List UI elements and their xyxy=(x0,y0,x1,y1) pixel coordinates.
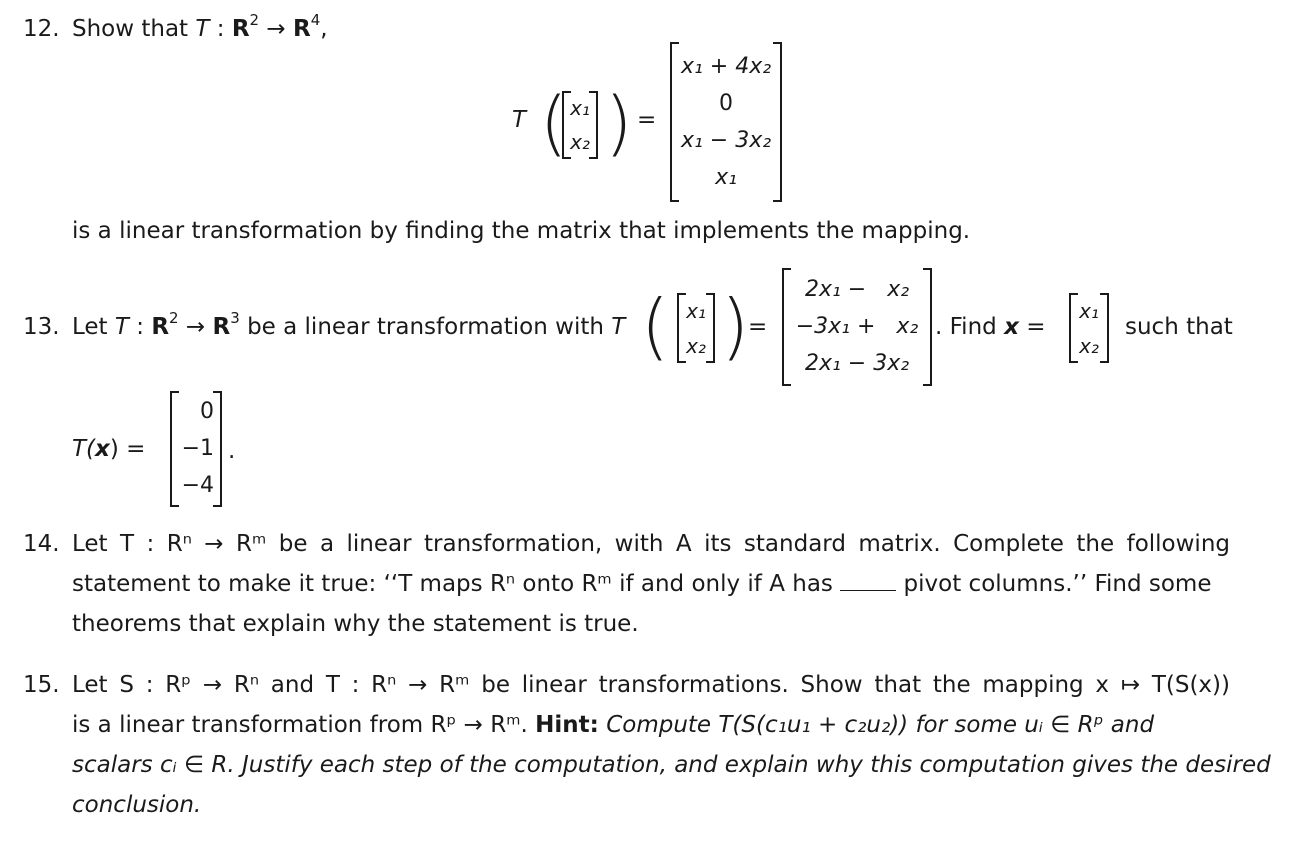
answer-blank[interactable] xyxy=(840,568,896,591)
problem-14-line-2: statement to make it true: ‘‘T maps Rⁿ onto Rᵐ if and only if A has pivot columns.’’ Find some xyxy=(72,564,1212,604)
problem-12-equals: = xyxy=(637,107,657,133)
problem-15-line-1: Let S : Rᵖ → Rⁿ and T : Rⁿ → Rᵐ be linear transformations. Show that the mapping x ↦ T(S(x)) xyxy=(72,672,1230,698)
problem-13-Tx: T(x) = xyxy=(72,436,146,462)
problem-12-number: 12. xyxy=(23,16,60,42)
problem-13-statement: Let T : $R^2 \to R^3$ be a linear transformation with T xyxy=(72,309,626,340)
problem-15-number: 15. xyxy=(23,672,60,698)
right-paren: ) xyxy=(721,284,750,368)
problem-12-statement: Show that T : $R^2 \to R^4$, xyxy=(72,11,328,42)
problem-13-such-that: such that xyxy=(1125,314,1233,340)
problem-13-input-vector: x₁ x₂ xyxy=(677,293,715,363)
problem-13-target-vector: 0 −1 −4 xyxy=(170,391,222,507)
problem-12-conclusion: is a linear transformation by finding the matrix that implements the mapping. xyxy=(72,218,971,244)
problem-15-line-3: scalars cᵢ ∈ R. Justify each step of the computation, and explain why this computation gives the desired xyxy=(72,752,1271,778)
problem-13-equals: = xyxy=(748,314,768,340)
problem-14-line-3: theorems that explain why the statement is true. xyxy=(72,611,639,637)
right-paren: ) xyxy=(605,82,633,164)
left-paren: ( xyxy=(641,284,670,368)
problem-15-line-2: is a linear transformation from Rᵖ → Rᵐ. Hint: Compute T(S(c₁u₁ + c₂u₂)) for some uᵢ ∈ Rᵖ and xyxy=(72,712,1155,738)
left-paren: ( xyxy=(540,82,568,164)
problem-13-number: 13. xyxy=(23,314,60,340)
problem-13-x-vector: x₁ x₂ xyxy=(1069,293,1109,363)
problem-15-line-4: conclusion. xyxy=(72,792,202,818)
problem-14-number: 14. xyxy=(23,531,60,557)
problem-12-input-vector: x₁ x₂ xyxy=(562,91,598,159)
problem-12-lhs-T: T xyxy=(512,107,527,133)
problem-13-output-vector: 2x₁ − x₂ −3x₁ + x₂ 2x₁ − 3x₂ xyxy=(782,268,932,386)
problem-12-output-vector: x₁ + 4x₂ 0 x₁ − 3x₂ x₁ xyxy=(670,42,782,202)
hint-label: Hint: xyxy=(535,712,599,738)
problem-14-line-1: Let T : Rⁿ → Rᵐ be a linear transformation, with A its standard matrix. Complete the following xyxy=(72,531,1230,557)
problem-13-period: . xyxy=(228,438,236,464)
problem-13-find: . Find x = xyxy=(935,314,1046,340)
